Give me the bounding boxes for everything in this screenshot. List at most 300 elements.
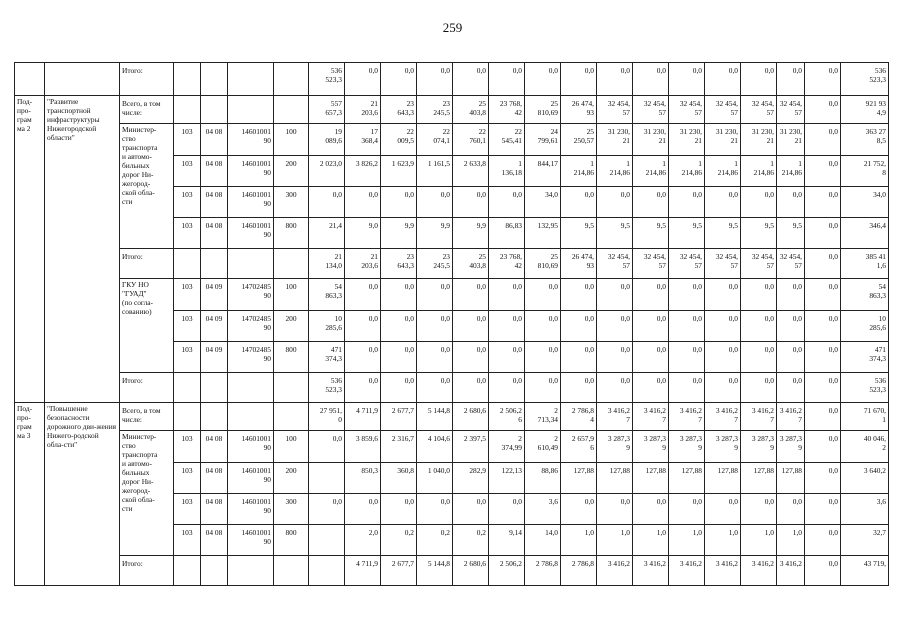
section-code-cell: 04 08 [201, 431, 228, 463]
grbs-code-cell: 103 [174, 311, 201, 342]
value-cell: 0,0 [633, 279, 669, 311]
value-cell: 0,0 [805, 431, 841, 463]
empty-cell [274, 63, 309, 96]
value-cell: 43 719, [841, 556, 889, 586]
empty-cell [274, 556, 309, 586]
value-cell: 1 214,86 [669, 156, 705, 187]
value-cell: 0,0 [489, 311, 525, 342]
table-row [15, 124, 889, 156]
value-cell: 0,0 [453, 373, 489, 403]
value-cell: 0,0 [705, 279, 741, 311]
value-cell: 3,6 [841, 494, 889, 525]
value-cell: 2 713,34 [525, 403, 561, 431]
target-article-cell: 14601001 90 [228, 525, 274, 556]
value-cell: 0,0 [345, 373, 381, 403]
value-cell: 471 374,3 [309, 342, 345, 373]
value-cell: 3 287,3 9 [597, 431, 633, 463]
value-cell: 24 799,61 [525, 124, 561, 156]
table-row [15, 96, 889, 124]
subprogram-name-cell [45, 63, 120, 96]
value-cell: 0,0 [741, 373, 777, 403]
value-cell: 1 214,86 [633, 156, 669, 187]
value-cell: 0,0 [561, 279, 597, 311]
value-cell: 31 230, 21 [777, 124, 805, 156]
empty-cell [228, 249, 274, 279]
value-cell: 0,0 [417, 494, 453, 525]
value-cell: 25 403,8 [453, 96, 489, 124]
section-code-cell: 04 09 [201, 279, 228, 311]
value-cell: 32 454, 57 [705, 96, 741, 124]
value-cell: 22 074,1 [417, 124, 453, 156]
value-cell: 3 416,2 7 [633, 403, 669, 431]
section-code-cell: 04 08 [201, 156, 228, 187]
value-cell: 0,0 [597, 494, 633, 525]
value-cell: 22 545,41 [489, 124, 525, 156]
value-cell: 0,0 [633, 63, 669, 96]
value-cell: 31 230, 21 [597, 124, 633, 156]
value-cell: 3 416,2 7 [597, 403, 633, 431]
value-cell: 26 474, 93 [561, 249, 597, 279]
value-cell: 3 416,2 7 [741, 403, 777, 431]
value-cell: 23 245,5 [417, 96, 453, 124]
value-cell: 0,0 [805, 187, 841, 218]
value-cell: 0,0 [309, 431, 345, 463]
value-cell: 0,0 [489, 279, 525, 311]
value-cell: 0,0 [525, 63, 561, 96]
total-label-cell: Итого: [120, 373, 174, 403]
value-cell: 0,0 [381, 187, 417, 218]
value-cell: 2,0 [345, 525, 381, 556]
value-cell: 0,0 [805, 525, 841, 556]
value-cell: 26 474, 93 [561, 96, 597, 124]
value-cell: 21 134,0 [309, 249, 345, 279]
value-cell: 0,0 [633, 494, 669, 525]
target-article-cell: 14601001 90 [228, 124, 274, 156]
value-cell: 9,14 [489, 525, 525, 556]
value-cell: 3 640,2 [841, 463, 889, 494]
value-cell: 32,7 [841, 525, 889, 556]
subprogram-cell: Под- про- грам ма 3 [15, 403, 45, 586]
value-cell: 0,0 [597, 63, 633, 96]
value-cell: 0,0 [805, 373, 841, 403]
value-cell: 0,0 [417, 279, 453, 311]
empty-cell [228, 403, 274, 431]
value-cell: 2 374,99 [489, 431, 525, 463]
budget-table [14, 62, 889, 586]
value-cell: 0,0 [805, 156, 841, 187]
value-cell: 5 144,8 [417, 556, 453, 586]
value-cell: 0,0 [777, 63, 805, 96]
target-article-cell: 14601001 90 [228, 431, 274, 463]
total-label-cell: Итого: [120, 63, 174, 96]
value-cell: 0,0 [561, 63, 597, 96]
value-cell: 2 677,7 [381, 403, 417, 431]
empty-cell [174, 556, 201, 586]
value-cell: 3 287,3 9 [741, 431, 777, 463]
value-cell: 1,0 [561, 525, 597, 556]
value-cell: 360,8 [381, 463, 417, 494]
value-cell: 0,0 [345, 187, 381, 218]
value-cell: 0,0 [705, 494, 741, 525]
value-cell: 14,0 [525, 525, 561, 556]
all-label-cell: Всего, в том числе: [120, 403, 174, 431]
value-cell: 9,5 [633, 218, 669, 249]
value-cell: 2 633,8 [453, 156, 489, 187]
value-cell: 471 374,3 [841, 342, 889, 373]
total-label-cell: Итого: [120, 556, 174, 586]
empty-cell [174, 373, 201, 403]
value-cell: 0,0 [525, 373, 561, 403]
value-cell [309, 525, 345, 556]
value-cell: 0,0 [561, 373, 597, 403]
value-cell: 0,0 [805, 494, 841, 525]
value-cell: 34,0 [841, 187, 889, 218]
value-cell: 0,0 [633, 342, 669, 373]
value-cell: 122,13 [489, 463, 525, 494]
value-cell: 1 161,5 [417, 156, 453, 187]
value-cell: 9,5 [777, 218, 805, 249]
value-cell: 0,0 [777, 342, 805, 373]
value-cell: 54 863,3 [309, 279, 345, 311]
value-cell: 0,0 [633, 311, 669, 342]
value-cell: 0,2 [453, 525, 489, 556]
value-cell: 0,0 [453, 494, 489, 525]
value-cell: 0,0 [805, 279, 841, 311]
value-cell: 0,0 [741, 279, 777, 311]
value-cell: 0,0 [705, 373, 741, 403]
target-article-cell: 14702485 90 [228, 342, 274, 373]
value-cell: 844,17 [525, 156, 561, 187]
value-cell: 0,0 [489, 63, 525, 96]
value-cell: 0,0 [345, 311, 381, 342]
empty-cell [201, 403, 228, 431]
value-cell: 40 046, 2 [841, 431, 889, 463]
expense-type-cell: 200 [274, 463, 309, 494]
value-cell: 0,0 [805, 463, 841, 494]
value-cell: 282,9 [453, 463, 489, 494]
value-cell: 0,0 [805, 342, 841, 373]
value-cell: 3 287,3 9 [705, 431, 741, 463]
table-row [15, 431, 889, 463]
value-cell: 0,0 [597, 279, 633, 311]
executor-cell: ГКУ НО "ГУАД" (по согла- сованию) [120, 279, 174, 373]
value-cell: 1,0 [597, 525, 633, 556]
section-code-cell: 04 08 [201, 218, 228, 249]
value-cell: 32 454, 57 [633, 249, 669, 279]
expense-type-cell: 800 [274, 525, 309, 556]
grbs-code-cell: 103 [174, 342, 201, 373]
value-cell: 1,0 [705, 525, 741, 556]
value-cell: 21 203,6 [345, 249, 381, 279]
value-cell: 2 506,2 6 [489, 403, 525, 431]
grbs-code-cell: 103 [174, 494, 201, 525]
value-cell: 0,0 [705, 342, 741, 373]
value-cell: 0,2 [417, 525, 453, 556]
value-cell: 536 523,3 [309, 373, 345, 403]
value-cell: 0,0 [381, 494, 417, 525]
empty-cell [228, 373, 274, 403]
executor-cell: Министер- ство транспорта и автомо- бильных дорог Ни- жегород- ской обла- сти [120, 124, 174, 249]
value-cell: 21 203,6 [345, 96, 381, 124]
value-cell: 1 136,18 [489, 156, 525, 187]
value-cell: 0,0 [381, 373, 417, 403]
value-cell: 21,4 [309, 218, 345, 249]
value-cell: 0,0 [669, 311, 705, 342]
value-cell: 23 768, 42 [489, 96, 525, 124]
value-cell: 0,0 [805, 311, 841, 342]
value-cell: 346,4 [841, 218, 889, 249]
all-label-cell: Всего, в том числе: [120, 96, 174, 124]
expense-type-cell: 300 [274, 494, 309, 525]
value-cell: 0,0 [669, 187, 705, 218]
value-cell: 10 285,6 [309, 311, 345, 342]
value-cell: 0,0 [597, 187, 633, 218]
table-row [15, 63, 889, 96]
value-cell: 1 040,0 [417, 463, 453, 494]
empty-cell [174, 96, 201, 124]
value-cell: 1 214,86 [741, 156, 777, 187]
value-cell: 9,9 [381, 218, 417, 249]
value-cell: 0,0 [561, 342, 597, 373]
value-cell: 0,0 [453, 187, 489, 218]
value-cell: 23 768, 42 [489, 249, 525, 279]
value-cell: 32 454, 57 [597, 249, 633, 279]
empty-cell [201, 373, 228, 403]
expense-type-cell: 100 [274, 124, 309, 156]
target-article-cell: 14702485 90 [228, 311, 274, 342]
value-cell: 3 826,2 [345, 156, 381, 187]
value-cell: 17 368,4 [345, 124, 381, 156]
value-cell: 0,0 [309, 187, 345, 218]
value-cell: 0,0 [489, 373, 525, 403]
value-cell: 0,0 [741, 342, 777, 373]
value-cell: 0,0 [777, 494, 805, 525]
value-cell: 1 214,86 [777, 156, 805, 187]
table-row [15, 373, 889, 403]
value-cell: 0,0 [597, 373, 633, 403]
value-cell: 9,0 [345, 218, 381, 249]
value-cell: 0,0 [633, 373, 669, 403]
value-cell: 0,0 [597, 342, 633, 373]
subprogram-name-cell: "Развитие транспортной инфраструктуры Нижегородской области" [45, 96, 120, 403]
total-label-cell: Итого: [120, 249, 174, 279]
value-cell: 0,0 [489, 494, 525, 525]
grbs-code-cell: 103 [174, 187, 201, 218]
value-cell: 0,0 [309, 494, 345, 525]
empty-cell [274, 373, 309, 403]
value-cell: 0,0 [741, 494, 777, 525]
empty-cell [174, 249, 201, 279]
value-cell: 25 403,8 [453, 249, 489, 279]
value-cell: 9,5 [741, 218, 777, 249]
empty-cell [274, 96, 309, 124]
value-cell [309, 556, 345, 586]
value-cell: 0,0 [805, 249, 841, 279]
value-cell: 32 454, 57 [741, 96, 777, 124]
value-cell: 3 287,3 9 [633, 431, 669, 463]
value-cell: 0,0 [633, 187, 669, 218]
target-article-cell: 14601001 90 [228, 494, 274, 525]
value-cell: 921 93 4,9 [841, 96, 889, 124]
empty-cell [228, 63, 274, 96]
value-cell: 1,0 [633, 525, 669, 556]
value-cell: 86,83 [489, 218, 525, 249]
section-code-cell: 04 08 [201, 463, 228, 494]
value-cell: 0,0 [453, 63, 489, 96]
grbs-code-cell: 103 [174, 218, 201, 249]
target-article-cell: 14702485 90 [228, 279, 274, 311]
value-cell: 22 009,5 [381, 124, 417, 156]
value-cell: 0,0 [705, 63, 741, 96]
value-cell: 9,9 [417, 218, 453, 249]
value-cell: 0,0 [381, 311, 417, 342]
value-cell: 127,88 [705, 463, 741, 494]
value-cell: 0,0 [345, 63, 381, 96]
value-cell: 0,0 [417, 187, 453, 218]
value-cell: 4 711,9 [345, 556, 381, 586]
value-cell: 0,0 [381, 279, 417, 311]
value-cell: 0,0 [669, 63, 705, 96]
empty-cell [174, 403, 201, 431]
value-cell: 4 104,6 [417, 431, 453, 463]
value-cell: 0,0 [805, 556, 841, 586]
value-cell: 32 454, 57 [633, 96, 669, 124]
value-cell: 34,0 [525, 187, 561, 218]
value-cell: 0,0 [453, 342, 489, 373]
value-cell: 0,0 [417, 311, 453, 342]
value-cell: 0,0 [561, 187, 597, 218]
grbs-code-cell: 103 [174, 525, 201, 556]
section-code-cell: 04 08 [201, 525, 228, 556]
value-cell: 9,5 [597, 218, 633, 249]
value-cell: 0,0 [777, 187, 805, 218]
grbs-code-cell: 103 [174, 156, 201, 187]
value-cell: 27 951, 0 [309, 403, 345, 431]
value-cell: 0,0 [417, 373, 453, 403]
value-cell: 1 214,86 [705, 156, 741, 187]
value-cell: 22 760,1 [453, 124, 489, 156]
value-cell: 127,88 [777, 463, 805, 494]
table-row [15, 556, 889, 586]
value-cell: 5 144,8 [417, 403, 453, 431]
expense-type-cell: 100 [274, 279, 309, 311]
page-number: 259 [442, 20, 463, 35]
value-cell: 25 250,57 [561, 124, 597, 156]
target-article-cell: 14601001 90 [228, 463, 274, 494]
value-cell: 127,88 [669, 463, 705, 494]
value-cell: 3 416,2 [633, 556, 669, 586]
empty-cell [201, 96, 228, 124]
value-cell: 0,0 [777, 311, 805, 342]
value-cell: 127,88 [597, 463, 633, 494]
expense-type-cell: 200 [274, 156, 309, 187]
value-cell: 0,0 [777, 373, 805, 403]
table-row [15, 249, 889, 279]
expense-type-cell: 100 [274, 431, 309, 463]
grbs-code-cell: 103 [174, 124, 201, 156]
value-cell: 0,0 [805, 96, 841, 124]
empty-cell [201, 63, 228, 96]
value-cell: 3,6 [525, 494, 561, 525]
value-cell: 536 523,3 [841, 63, 889, 96]
value-cell: 1,0 [669, 525, 705, 556]
empty-cell [174, 63, 201, 96]
section-code-cell: 04 08 [201, 494, 228, 525]
value-cell: 3 287,3 9 [777, 431, 805, 463]
value-cell: 0,0 [805, 63, 841, 96]
value-cell: 0,0 [669, 279, 705, 311]
value-cell: 1,0 [741, 525, 777, 556]
value-cell: 536 523,3 [309, 63, 345, 96]
subprogram-cell [15, 63, 45, 96]
value-cell: 0,0 [453, 279, 489, 311]
value-cell: 850,3 [345, 463, 381, 494]
value-cell: 2 680,6 [453, 556, 489, 586]
section-code-cell: 04 09 [201, 342, 228, 373]
value-cell: 23 643,3 [381, 96, 417, 124]
value-cell: 0,0 [561, 311, 597, 342]
subprogram-name-cell: "Повышение безопасности дорожного дви-жения Нижего-родской обла-сти" [45, 403, 120, 586]
value-cell: 31 230, 21 [633, 124, 669, 156]
value-cell: 0,0 [597, 311, 633, 342]
table-row [15, 403, 889, 431]
value-cell: 1 623,9 [381, 156, 417, 187]
expense-type-cell: 200 [274, 311, 309, 342]
table-row [15, 279, 889, 311]
expense-type-cell: 800 [274, 218, 309, 249]
value-cell: 0,0 [453, 311, 489, 342]
value-cell: 0,0 [417, 63, 453, 96]
value-cell: 127,88 [633, 463, 669, 494]
grbs-code-cell: 103 [174, 279, 201, 311]
value-cell: 19 089,6 [309, 124, 345, 156]
value-cell: 32 454, 57 [597, 96, 633, 124]
value-cell: 2 786,8 4 [561, 403, 597, 431]
value-cell: 25 810,69 [525, 249, 561, 279]
section-code-cell: 04 09 [201, 311, 228, 342]
value-cell: 0,0 [741, 187, 777, 218]
value-cell: 0,0 [805, 218, 841, 249]
value-cell: 2 023,0 [309, 156, 345, 187]
value-cell: 2 786,8 [561, 556, 597, 586]
value-cell: 2 506,2 [489, 556, 525, 586]
value-cell: 0,0 [741, 311, 777, 342]
value-cell: 71 670, 1 [841, 403, 889, 431]
value-cell: 2 680,6 [453, 403, 489, 431]
value-cell: 54 863,3 [841, 279, 889, 311]
value-cell: 2 397,5 [453, 431, 489, 463]
value-cell: 0,0 [669, 494, 705, 525]
value-cell: 0,0 [561, 494, 597, 525]
value-cell: 1,0 [777, 525, 805, 556]
value-cell: 3 416,2 [669, 556, 705, 586]
value-cell: 1 214,86 [597, 156, 633, 187]
value-cell: 2 610,49 [525, 431, 561, 463]
value-cell: 21 752, 8 [841, 156, 889, 187]
value-cell: 3 859,6 [345, 431, 381, 463]
target-article-cell: 14601001 90 [228, 187, 274, 218]
value-cell: 0,0 [705, 311, 741, 342]
grbs-code-cell: 103 [174, 431, 201, 463]
value-cell: 9,5 [669, 218, 705, 249]
value-cell: 0,0 [669, 342, 705, 373]
grbs-code-cell: 103 [174, 463, 201, 494]
value-cell: 3 416,2 7 [669, 403, 705, 431]
value-cell: 31 230, 21 [705, 124, 741, 156]
value-cell: 127,88 [741, 463, 777, 494]
value-cell: 88,86 [525, 463, 561, 494]
value-cell: 0,0 [345, 342, 381, 373]
